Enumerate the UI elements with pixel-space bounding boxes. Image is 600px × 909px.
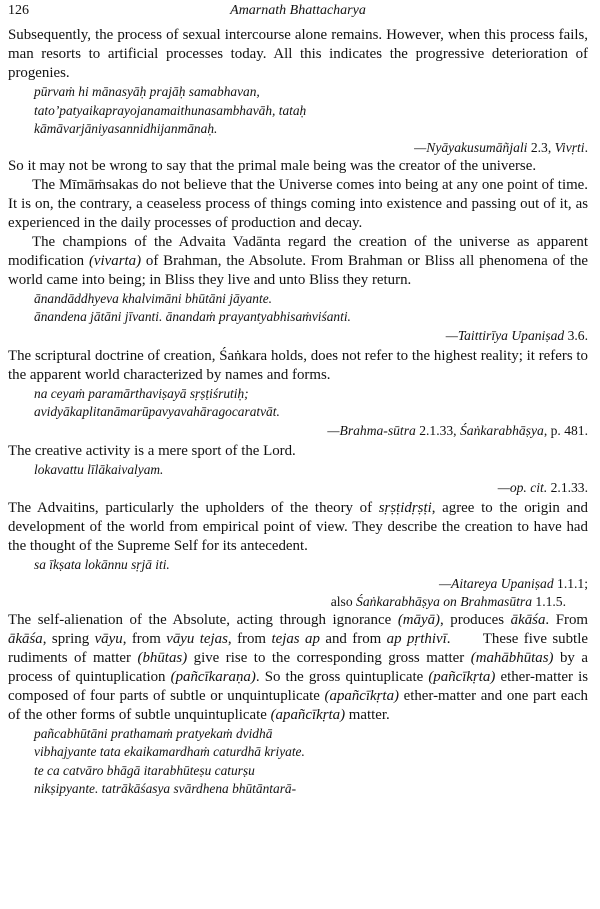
citation: —Brahma-sūtra 2.1.33, Śaṅkarabhāṣya, p. 481. xyxy=(327,422,588,438)
verse-line: pañcabhūtāni prathamaṁ pratyekaṁ dvidhā xyxy=(34,725,273,741)
sanskrit-verse xyxy=(8,556,588,575)
verse-line: ānandena jātāni jīvanti. ānandaṁ prayantyabhisaṁviśanti. xyxy=(34,309,351,324)
verse-line: nikṣipyante. tatrākāśasya svārdhena bhūtāntarā- xyxy=(34,781,297,796)
paragraph: The Mīmāṁsakas do not believe that the Universe comes into being at any one point of time. It is on, the contrary, a ceaseless process of things coming into existence and passing out of it, as experienced in the daily processes of production and decay. xyxy=(8,176,588,231)
paragraph: The Advaitins, particularly the upholders of the theory of sṛṣṭidṛṣṭi, agree to the origin and development of the world from empirical point of view. They describe the creation to have had the thought of the Supreme Self for its antecedent. xyxy=(8,500,588,554)
sanskrit-verse xyxy=(8,461,588,480)
verse-line: avidyākaplitanāmarūpavyavahāragocaratvāt. xyxy=(34,404,280,419)
page-header xyxy=(8,0,588,26)
verse-line: sa īkṣata lokānnu sṛjā iti. xyxy=(34,557,170,572)
running-head: Amarnath Bhattacharya xyxy=(230,3,366,18)
verse-line: kāmāvarjāniyasannidhijanmānaḥ. xyxy=(34,121,218,136)
page-number: 126 xyxy=(8,3,29,18)
paragraph: The creative activity is a mere sport of the Lord. xyxy=(8,442,296,459)
verse-line: pūrvaṁ hi mānasyāḥ prajāḥ samabhavan, xyxy=(34,84,260,99)
verse-line: lokavattu līlākaivalyam. xyxy=(34,461,164,477)
verse-line: tato’patyaikaprayojanamaithunasambhavāh, tataḥ xyxy=(34,102,307,118)
sanskrit-verse xyxy=(8,83,588,139)
citation: —Taittirīya Upaniṣad 3.6. xyxy=(445,327,588,343)
verse-line: te ca catvāro bhāgā itarabhūteṣu caturṣu xyxy=(34,762,255,778)
paragraph: The champions of the Advaita Vadānta regard the creation of the universe as apparent modification (vivarta) of Brahman, the Absolute. From Brahman or Bliss all phenomena of the world came into being; in Bliss they live and unto Bliss they return. xyxy=(8,233,589,288)
verse-line: ānandāddhyeva khalvimāni bhūtāni jāyante. xyxy=(34,290,273,306)
citation: —Aitareya Upaniṣad 1.1.1; xyxy=(438,575,588,591)
sanskrit-verse xyxy=(8,725,588,799)
paragraph: So it may not be wrong to say that the primal male being was the creator of the universe. xyxy=(8,157,537,174)
paragraph: Subsequently, the process of sexual intercourse alone remains. However, when this process fails, man resorts to artificial processes today. All this indicates the progressive deterioration of progenies. xyxy=(8,27,588,81)
citation: —op. cit. 2.1.33. xyxy=(497,480,588,495)
citation: —Nyāyakusumāñjali 2.3, Vivṛti. xyxy=(414,139,588,155)
verse-line: vibhajyante tata ekaikamardhaṁ caturdhā kriyate. xyxy=(34,744,305,759)
citation: also Śaṅkarabhāṣya on Brahmasūtra 1.1.5. xyxy=(330,593,566,609)
paragraph: The scriptural doctrine of creation, Śaṅkara holds, does not refer to the highest reality; it refers to the apparent world characterized by names and forms. xyxy=(8,347,588,383)
sanskrit-verse xyxy=(8,290,588,327)
sanskrit-verse xyxy=(8,385,588,422)
verse-line: na ceyaṁ paramārthaviṣayā sṛṣṭiśrutiḥ; xyxy=(34,385,249,401)
paragraph: The self-alienation of the Absolute, acting through ignorance (māyā), produces ākāśa. From ākāśa, spring vāyu, from vāyu tejas, from tejas ap and from ap pṛthivī. These five subtle rudiments of matter (bhūtas) give rise to the corresponding gross matter (mahābhūtas) by a process of quintuplication (pañcīkaraṇa). So the gross quintuplicate (pañcīkṛta) ether-matter is composed of four parts of subtle or unquintuplicate (apañcīkṛta) ether-matter and one part each of the other forms of subtle unquintuplicate (apañcīkṛta) matter. xyxy=(8,611,592,723)
